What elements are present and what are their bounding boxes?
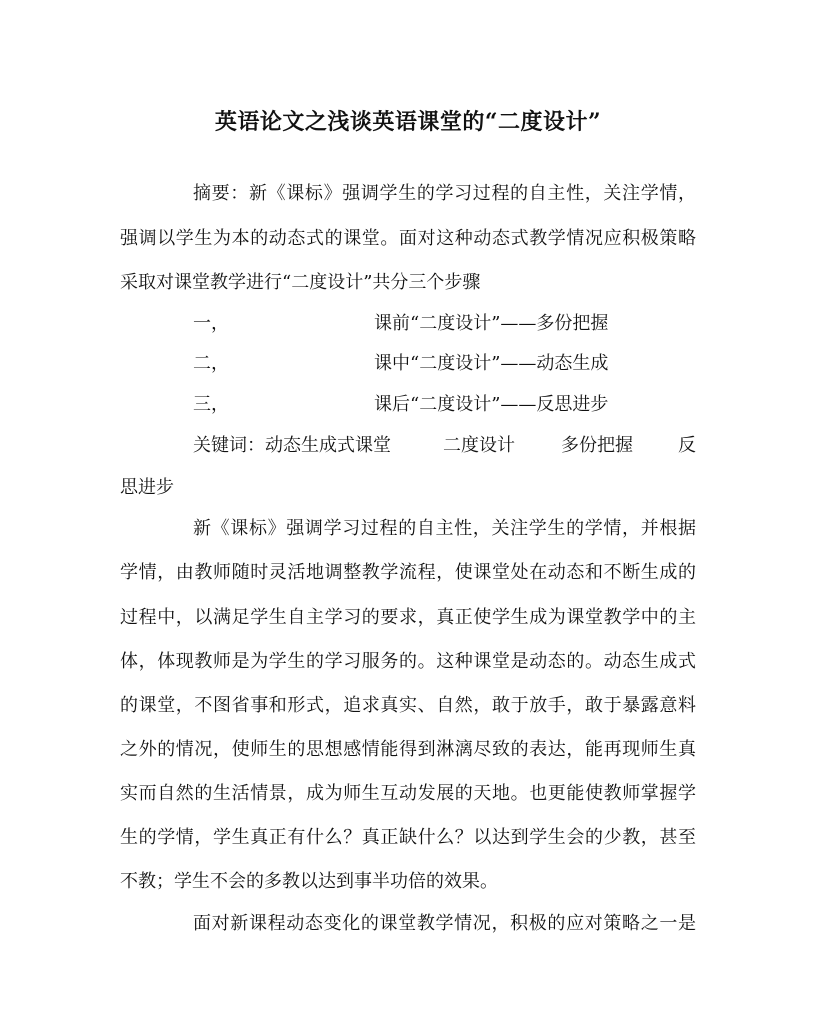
body-line: 的课堂，不图省事和形式，追求真实、自然，敢于放手，敢于暴露意料	[120, 695, 696, 716]
keyword: 二度设计	[443, 435, 515, 456]
body-line: 生的学情，学生真正有什么？真正缺什么？以达到学生会的少教，甚至	[120, 827, 696, 848]
step-number: 一，	[193, 313, 229, 334]
body-line: 面对新课程动态变化的课堂教学情况，积极的应对策略之一是	[193, 913, 696, 934]
keyword: 反	[678, 435, 696, 456]
keyword: 思进步	[120, 477, 174, 498]
abstract-line: 采取对课堂教学进行“二度设计”共分三个步骤	[120, 272, 481, 293]
keywords-label: 关键词：动态生成式课堂	[193, 435, 391, 456]
document-title: 英语论文之浅谈英语课堂的“二度设计”	[214, 109, 602, 135]
step-text: 课后“二度设计”——反思进步	[374, 394, 609, 415]
body-line: 过程中，以满足学生自主学习的要求，真正使学生成为课堂教学中的主	[120, 607, 696, 628]
step-text: 课中“二度设计”——动态生成	[374, 353, 609, 374]
body-line: 不教；学生不会的多教以达到事半功倍的效果。	[120, 871, 498, 892]
body-line: 新《课标》强调学习过程的自主性，关注学生的学情，并根据	[193, 518, 696, 539]
step-text: 课前“二度设计”——多份把握	[374, 313, 609, 334]
step-number: 三，	[193, 394, 229, 415]
body-line: 之外的情况，使师生的思想感情能得到淋漓尽致的表达，能再现师生真	[120, 739, 696, 760]
abstract-line: 摘要：新《课标》强调学生的学习过程的自主性，关注学情，	[193, 183, 696, 204]
keyword: 多份把握	[561, 435, 633, 456]
body-line: 学情，由教师随时灵活地调整教学流程，使课堂处在动态和不断生成的	[120, 562, 696, 583]
body-line: 体，体现教师是为学生的学习服务的。这种课堂是动态的。动态生成式	[120, 651, 696, 672]
step-number: 二，	[193, 353, 229, 374]
body-line: 实而自然的生活情景，成为师生互动发展的天地。也更能使教师掌握学	[120, 783, 696, 804]
abstract-line: 强调以学生为本的动态式的课堂。面对这种动态式教学情况应积极策略	[120, 228, 696, 249]
